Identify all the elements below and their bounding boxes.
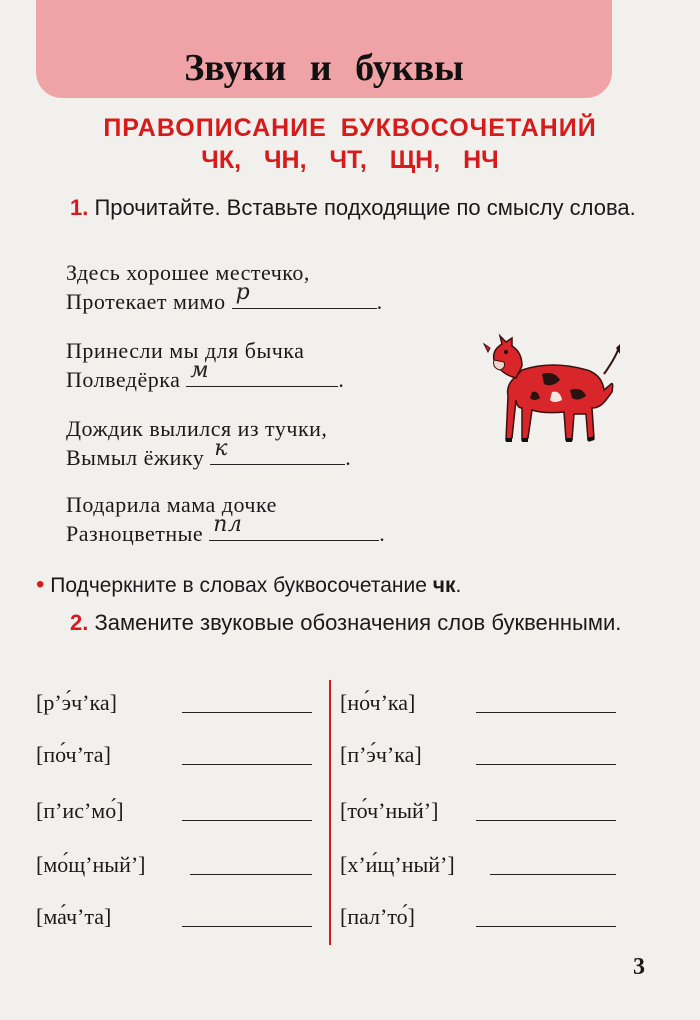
- handwritten-hint: к: [214, 436, 228, 461]
- transcription-left: [мо́щ’ный’]: [36, 852, 146, 877]
- transcription-right: [но́ч’ка]: [340, 690, 416, 715]
- task2-number: 2.: [70, 610, 89, 635]
- poem-stanza-1: [66, 258, 383, 316]
- task1-instruction: [36, 193, 676, 223]
- period: .: [338, 367, 345, 392]
- poem-line: Дождик вылился из тучки,: [66, 416, 328, 441]
- answer-blank[interactable]: [186, 358, 338, 387]
- period: .: [376, 289, 383, 314]
- answer-blank[interactable]: [210, 436, 345, 465]
- task1-number: 1.: [70, 195, 89, 220]
- answer-line[interactable]: [182, 820, 312, 821]
- transcription-left: [по́ч’та]: [36, 742, 111, 767]
- bullet-highlight: чк: [432, 574, 456, 597]
- topic-title: Звуки и буквы: [184, 47, 464, 89]
- poem-line: Разноцветные: [66, 521, 204, 546]
- task2-text: Замените звуковые обозначения слов буквенными.: [94, 610, 622, 635]
- task2-row: [0, 904, 700, 934]
- handwritten-hint: м: [190, 358, 210, 383]
- lesson-subtitle: ЧК, ЧН, ЧТ, ЩН, НЧ: [201, 146, 499, 174]
- answer-line[interactable]: [182, 712, 312, 713]
- answer-line[interactable]: [190, 874, 312, 875]
- poem-line: Подарила мама дочке: [66, 492, 277, 517]
- poem-stanza-3: [66, 414, 351, 472]
- answer-line[interactable]: [182, 926, 312, 927]
- task2-row: [0, 798, 700, 828]
- answer-line[interactable]: [490, 874, 616, 875]
- handwritten-hint: р: [235, 280, 251, 305]
- answer-line[interactable]: [476, 712, 616, 713]
- task2-instruction: [36, 608, 676, 638]
- transcription-right: [то́ч’ный’]: [340, 798, 439, 823]
- poem-line: Вымыл ёжику: [66, 445, 205, 470]
- answer-blank[interactable]: [232, 280, 377, 309]
- task1-text: Прочитайте. Вставьте подходящие по смыслу слова.: [94, 195, 636, 220]
- transcription-right: [пал’то́]: [340, 904, 416, 929]
- handwritten-hint: пл: [213, 512, 243, 537]
- poem-stanza-2: [66, 336, 344, 394]
- bullet-end: .: [455, 574, 462, 597]
- poem-line: Здесь хорошее местечко,: [66, 260, 310, 285]
- transcription-left: [ма́ч’та]: [36, 904, 112, 929]
- answer-line[interactable]: [182, 764, 312, 765]
- poem-stanza-4: [66, 490, 385, 548]
- transcription-left: [п’ис’мо́]: [36, 798, 124, 823]
- poem-line: Полведёрка: [66, 367, 181, 392]
- task2-row: [0, 690, 700, 720]
- answer-line[interactable]: [476, 764, 616, 765]
- transcription-right: [п’э́ч’ка]: [340, 742, 422, 767]
- task2-row: [0, 852, 700, 882]
- calf-illustration: [482, 330, 622, 455]
- poem-line: Протекает мимо: [66, 289, 226, 314]
- poem-line: Принесли мы для бычка: [66, 338, 305, 363]
- period: .: [345, 445, 352, 470]
- transcription-right: [х’и́щ’ный’]: [340, 852, 455, 877]
- answer-line[interactable]: [476, 820, 616, 821]
- task1-bullet: [36, 571, 461, 599]
- bullet-icon: •: [36, 571, 45, 598]
- answer-blank[interactable]: [209, 512, 379, 541]
- period: .: [379, 521, 386, 546]
- bullet-text: Подчеркните в словах буквосочетание: [50, 574, 427, 597]
- task2-row: [0, 742, 700, 772]
- transcription-left: [р’э́ч’ка]: [36, 690, 117, 715]
- answer-line[interactable]: [476, 926, 616, 927]
- page-number: 3: [633, 954, 645, 980]
- lesson-title: ПРАВОПИСАНИЕ БУКВОСОЧЕТАНИЙ: [103, 114, 597, 142]
